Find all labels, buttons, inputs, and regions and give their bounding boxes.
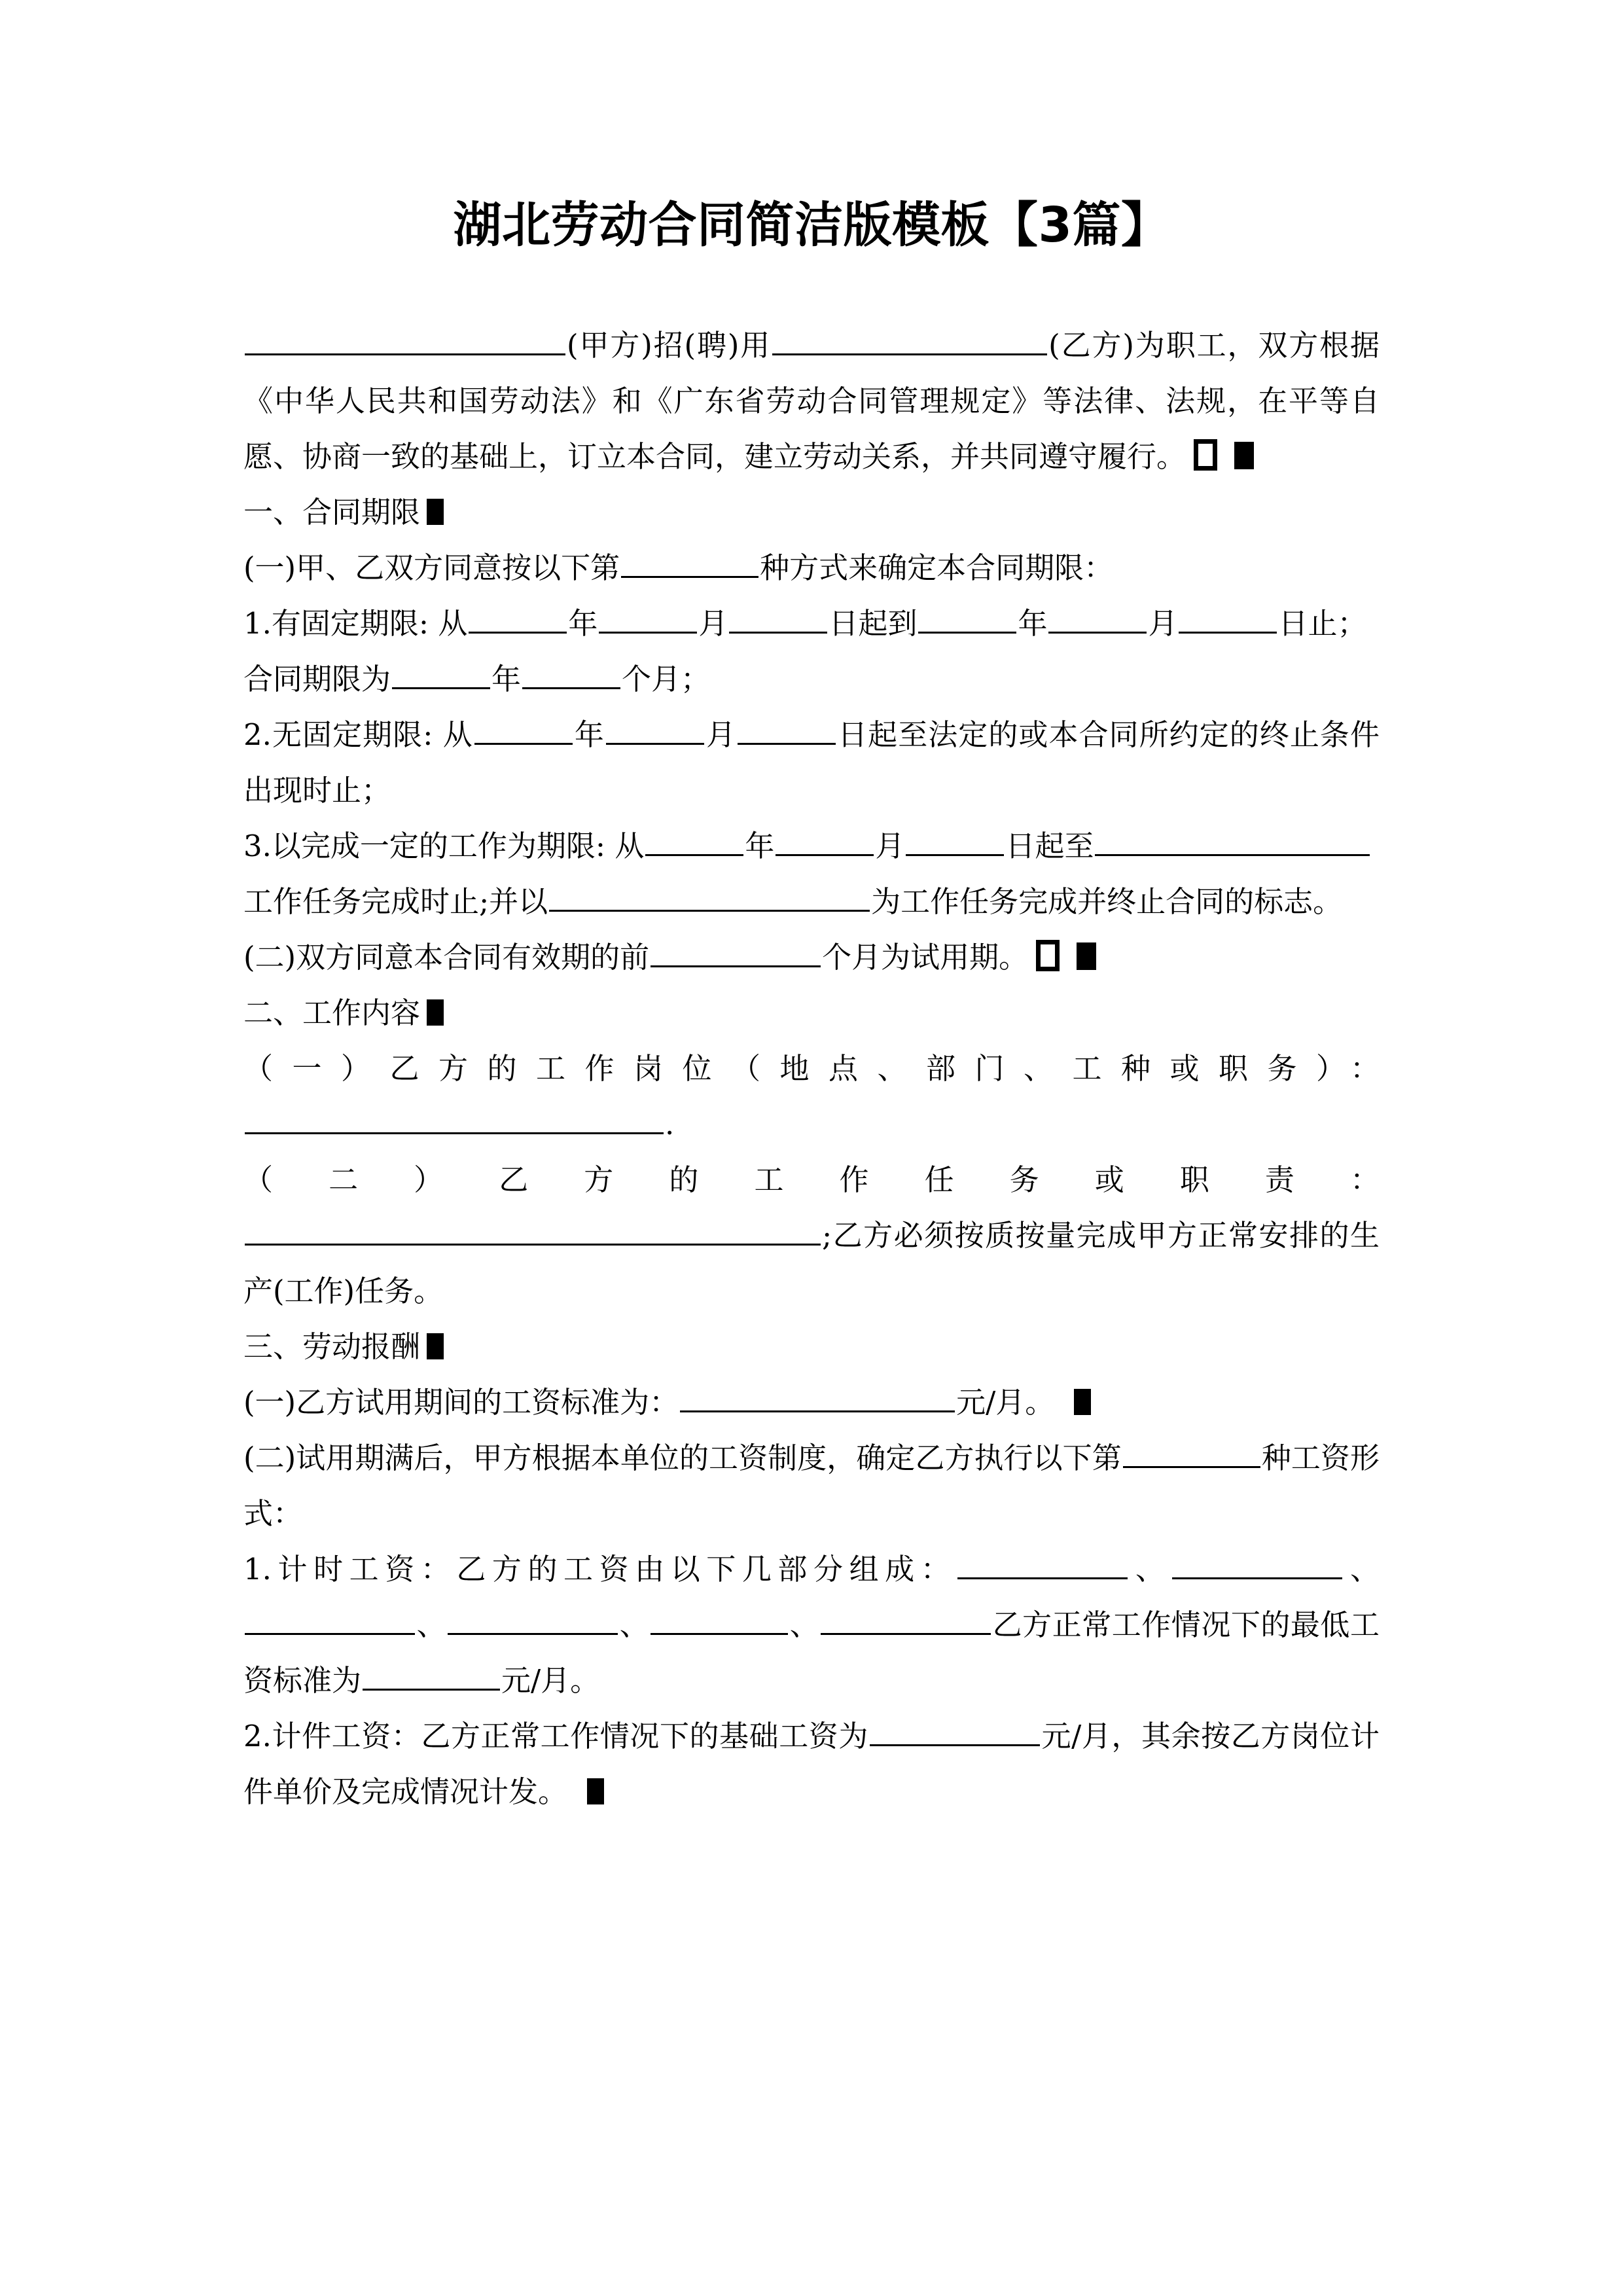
- blank-openterm-day[interactable]: [738, 714, 836, 745]
- blank-wage-part-6[interactable]: [821, 1604, 991, 1635]
- section-heading-3: [243, 1319, 1380, 1374]
- wage-sep-4: 、: [619, 1607, 650, 1642]
- section-heading-1: [243, 484, 1380, 540]
- blank-minimum-wage[interactable]: [363, 1660, 500, 1691]
- preamble-paragraph: [243, 317, 1380, 484]
- blank-task-year[interactable]: [645, 825, 743, 856]
- blank-wage-part-4[interactable]: [448, 1604, 618, 1635]
- blank-openterm-month[interactable]: [606, 714, 704, 745]
- blank-end-month[interactable]: [1048, 603, 1147, 634]
- blank-contract-type[interactable]: [621, 547, 758, 578]
- sub-3-month: 月: [875, 828, 905, 863]
- section-1-sub-1: [243, 596, 1380, 651]
- sub-2-wage-tail: 元/月，其余按乙方岗位计件单价及完成情况计发。: [243, 1718, 1380, 1809]
- filled-square-icon: [427, 1333, 444, 1359]
- sub-1-wage-mid: 乙方正常工作情况下的最低工资标准为: [243, 1607, 1380, 1698]
- sub-1-line2-lead: 合同期限为: [243, 661, 391, 696]
- preamble-seg2: (乙方)为职工，双方根据《中华人民共和国劳动法》和《广东省劳动合同管理规定》等法律、法规，在平等自愿、协商一致的基础上，订立本合同，建立劳动关系，并共同遵守履行。: [243, 327, 1380, 474]
- section-1-item-1-tail: 种方式来确定本合同期限：: [760, 550, 1114, 585]
- blank-job-duties[interactable]: [245, 1215, 821, 1246]
- section-1-sub-3-line2: [243, 874, 1380, 929]
- section-2-item-1-blank-line: [243, 1096, 1380, 1152]
- section-heading-3-label: 三、劳动报酬: [243, 1329, 421, 1364]
- blank-job-position[interactable]: [245, 1103, 664, 1134]
- sub-2-lead: 2.无固定期限: 从: [243, 717, 473, 752]
- sub-3-lead: 3.以完成一定的工作为期限: 从: [243, 828, 645, 863]
- blank-wage-part-2[interactable]: [1172, 1549, 1342, 1579]
- sub-1-day-end: 日止；: [1278, 605, 1367, 641]
- section-2-item-2-blank-line: [243, 1208, 1380, 1319]
- sub-1-year: 年: [568, 605, 598, 641]
- blank-start-day[interactable]: [729, 603, 827, 634]
- section-1-sub-2: [243, 707, 1380, 818]
- section-1-item-1: [243, 540, 1380, 596]
- section-heading-2: [243, 985, 1380, 1041]
- blank-task-desc[interactable]: [1095, 825, 1370, 856]
- blank-start-year[interactable]: [469, 603, 567, 634]
- sub-1-line2-month: 个月；: [622, 661, 711, 696]
- filled-square-icon: [427, 999, 444, 1026]
- section-3-item-2-tail: 种工资形式：: [243, 1440, 1380, 1531]
- section-2-item-1: [243, 1041, 1380, 1096]
- filled-square-icon: [1234, 442, 1254, 469]
- sub-1-wage-tail: 元/月。: [501, 1662, 600, 1698]
- sub-1-lead: 1.有固定期限: 从: [243, 605, 468, 641]
- sub-1-day-to: 日起到: [829, 605, 918, 641]
- filled-square-icon: [427, 499, 444, 525]
- section-3-item-2: [243, 1430, 1380, 1541]
- section-heading-2-label: 二、工作内容: [243, 995, 421, 1030]
- section-2-item-1-label: （一）乙方的工作岗位（地点、部门、工种或职务）：: [243, 1050, 1380, 1086]
- blank-base-wage[interactable]: [870, 1715, 1040, 1746]
- sub-1-year2: 年: [1018, 605, 1048, 641]
- sub-2-year: 年: [573, 717, 605, 752]
- wage-sep-2: 、: [1344, 1551, 1380, 1587]
- sub-1-month: 月: [698, 605, 728, 641]
- document-body: [243, 317, 1380, 1820]
- section-3-item-1-tail: 元/月。: [956, 1384, 1055, 1420]
- section-1-item-2-lead: (二)双方同意本合同有效期的前: [243, 939, 650, 975]
- document-content: [243, 0, 1380, 1820]
- filled-square-icon: [1077, 942, 1096, 970]
- sub-2-month: 月: [705, 717, 737, 752]
- sub-1-line2-year: 年: [491, 661, 522, 696]
- section-1-item-2: [243, 929, 1380, 985]
- sub-1-month2: 月: [1148, 605, 1178, 641]
- blank-probation-wage[interactable]: [680, 1382, 955, 1412]
- section-1-sub-3: [243, 818, 1380, 874]
- sub-3-mid: 日起至: [1005, 828, 1094, 863]
- wage-sep-5: 、: [789, 1607, 820, 1642]
- blank-party-b[interactable]: [772, 325, 1047, 355]
- section-heading-1-label: 一、合同期限: [243, 494, 421, 529]
- blank-wage-part-1[interactable]: [957, 1549, 1128, 1579]
- blank-party-a[interactable]: [245, 325, 565, 355]
- page-title: 湖北劳动合同简洁版模板【3篇】: [453, 197, 1170, 253]
- section-2-item-2: [243, 1152, 1380, 1208]
- blank-term-months[interactable]: [522, 658, 620, 689]
- sub-2-tail: 日起至法定的或本合同所约定的终止条件出现时止；: [243, 717, 1380, 808]
- wage-sep-1: 、: [1129, 1551, 1171, 1587]
- sub-2-wage-lead: 2.计件工资：乙方正常工作情况下的基础工资为: [243, 1718, 868, 1753]
- sub-3-line2-lead: 工作任务完成时止;并以: [243, 884, 548, 919]
- section-3-item-1-lead: (一)乙方试用期间的工资标准为：: [243, 1384, 679, 1420]
- section-3-sub-2: [243, 1708, 1380, 1820]
- blank-end-day[interactable]: [1179, 603, 1277, 634]
- section-1-sub-1-line2: [243, 651, 1380, 707]
- blank-wage-part-3[interactable]: [245, 1604, 415, 1635]
- blank-probation-months[interactable]: [651, 937, 821, 967]
- section-1-item-2-tail: 个月为试用期。: [822, 939, 1029, 975]
- section-3-item-1: [243, 1374, 1380, 1430]
- wage-sep-3: 、: [416, 1607, 447, 1642]
- blank-start-month[interactable]: [599, 603, 697, 634]
- filled-square-icon: [1074, 1389, 1091, 1415]
- section-2-item-1-after: .: [665, 1106, 675, 1141]
- blank-wage-form[interactable]: [1123, 1437, 1260, 1468]
- empty-checkbox-icon[interactable]: [1036, 940, 1060, 971]
- section-2-item-2-after: ;乙方必须按质按量完成甲方正常安排的生产(工作)任务。: [243, 1217, 1380, 1308]
- section-1-item-1-lead: (一)甲、乙双方同意按以下第: [243, 550, 620, 585]
- blank-task-day[interactable]: [906, 825, 1004, 856]
- sub-3-line2-tail: 为工作任务完成并终止合同的标志。: [871, 884, 1343, 919]
- section-2-item-2-label: （二）乙方的工作任务或职责：: [243, 1162, 1380, 1197]
- blank-task-completion-mark[interactable]: [549, 881, 870, 912]
- section-3-sub-1: [243, 1541, 1380, 1708]
- blank-term-years[interactable]: [392, 658, 490, 689]
- blank-task-month[interactable]: [776, 825, 874, 856]
- sub-3-year: 年: [745, 828, 775, 863]
- filled-square-icon: [587, 1778, 604, 1804]
- section-3-item-2-lead: (二)试用期满后，甲方根据本单位的工资制度，确定乙方执行以下第: [243, 1440, 1122, 1475]
- empty-checkbox-icon[interactable]: [1194, 439, 1217, 471]
- blank-openterm-year[interactable]: [474, 714, 573, 745]
- preamble-seg1: (甲方)招(聘)用: [567, 327, 772, 363]
- blank-wage-part-5[interactable]: [651, 1604, 788, 1635]
- sub-1-wage-lead: 1.计时工资：乙方的工资由以下几部分组成：: [243, 1551, 957, 1587]
- blank-end-year[interactable]: [918, 603, 1016, 634]
